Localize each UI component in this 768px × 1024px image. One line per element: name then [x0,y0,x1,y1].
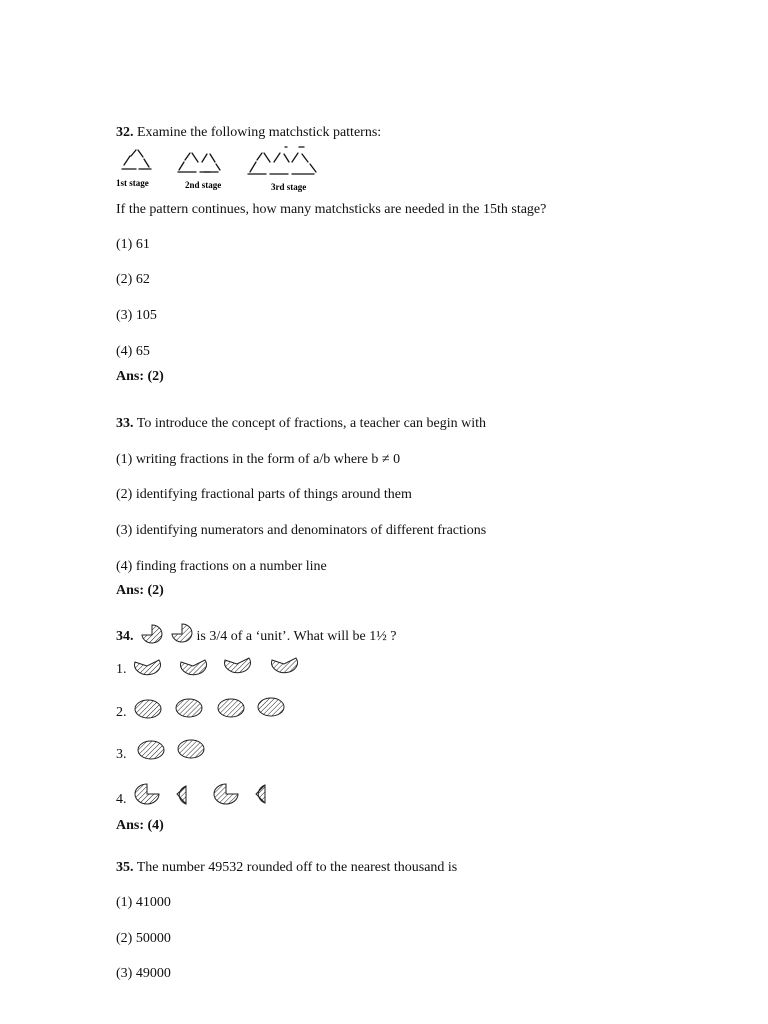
q34-option-1-figure [131,652,301,678]
q34-text: is 3/4 of a ‘unit’. What will be 1½ ? [196,629,397,644]
q33-text: To introduce the concept of fractions, a teacher can begin with [136,416,487,431]
q35-number: 35. [116,860,134,875]
q34-stem-figure [140,622,200,646]
q34-option-label-1: 1. [116,662,127,677]
q34-option-4-figure [133,780,273,808]
q32-option-2: (2) 62 [116,272,150,287]
matchstick-figure [114,144,334,194]
q32-answer: Ans: (2) [116,369,164,384]
q33-answer: Ans: (2) [116,583,164,598]
q34-answer: Ans: (4) [116,818,164,833]
q33-stem [116,416,486,432]
q33-option-4: (4) finding fractions on a number line [116,559,327,574]
stage-label-2: 2nd stage [185,180,222,190]
three-quarter-circle-a [135,784,159,804]
three-quarter-circle-b [214,784,238,804]
q35-option-3: (3) 49000 [116,966,171,981]
q34-option-label-4: 4. [116,792,127,807]
q34-number: 34. [116,629,134,644]
q32-question: If the pattern continues, how many matchsticks are needed in the 15th stage? [116,202,547,217]
q34-option-2-figure [132,697,292,721]
q32-stem [116,125,381,141]
q35-option-1: (1) 41000 [116,895,171,910]
q34-option-3-figure [135,738,215,762]
q32-option-3: (3) 105 [116,308,157,323]
stage-label-1: 1st stage [116,178,149,188]
q33-option-1: (1) writing fractions in the form of a/b where b ≠ 0 [116,452,401,467]
q33-option-2: (2) identifying fractional parts of things around them [116,487,412,502]
q32-option-1: (1) 61 [116,237,150,252]
q32-number: 32. [116,125,134,140]
q33-option-3: (3) identifying numerators and denominators of different fractions [116,523,487,538]
three-quarter-circle-2 [172,624,192,642]
q33-number: 33. [116,416,134,431]
q34-option-label-3: 3. [116,747,127,762]
q35-option-2: (2) 50000 [116,931,171,946]
q34-option-label-2: 2. [116,705,127,720]
q35-text: The number 49532 rounded off to the nearest thousand is [136,860,458,875]
three-quarter-circle-1 [142,625,162,643]
q32-option-4: (4) 65 [116,344,150,359]
stage-label-3: 3rd stage [271,182,307,192]
q35-stem [116,860,457,876]
q32-text: Examine the following matchstick patterns: [137,125,382,140]
